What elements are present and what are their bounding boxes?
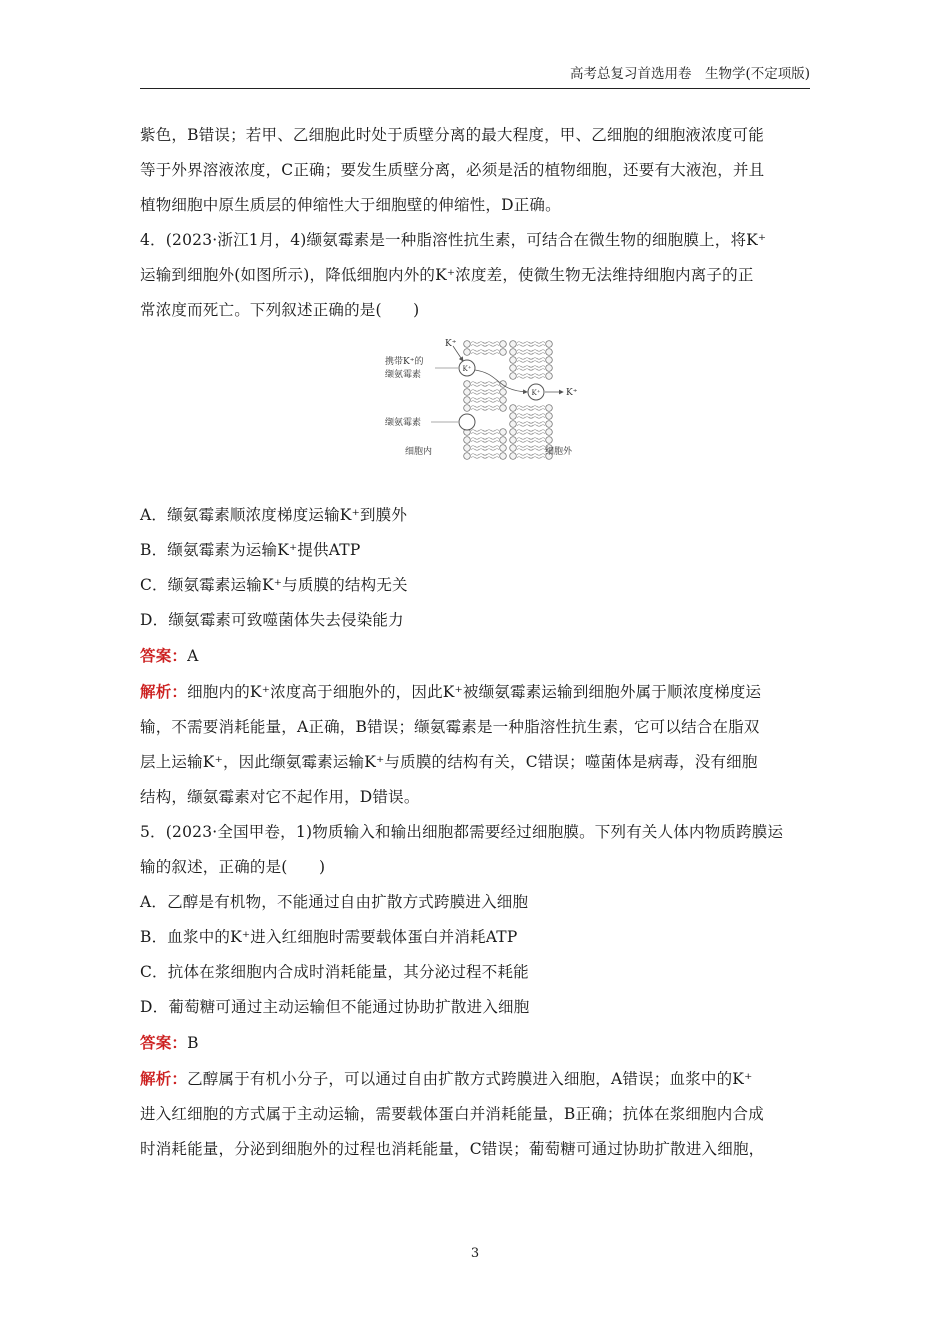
lipid-head [546,413,553,420]
lipid-head [510,349,517,356]
carrier-circle-outer-label: K⁺ [531,389,541,397]
q4-answer-value: A [187,647,199,665]
lipid-tail [529,361,545,363]
lipid-head [510,453,517,460]
lipid-tail [483,401,499,403]
q4-option-d: D．缬氨霉素可致噬菌体失去侵染能力 [140,611,404,629]
q4-answer-label: 答案： [140,646,188,665]
valinomycin-membrane-figure [383,336,583,476]
lipid-tail [483,393,499,395]
lipid-head [546,373,553,380]
q5-option-c: C．抗体在浆细胞内合成时消耗能量，其分泌过程不耗能 [140,963,529,981]
lipid-tail [529,369,545,371]
inside-label: 细胞内 [405,447,433,457]
q4-option-a: A．缬氨霉素顺浓度梯度运输K⁺到膜外 [140,506,408,524]
lipid-tail [529,422,545,424]
lipid-head [510,357,517,364]
lipid-head [500,349,507,356]
lipid-tail [483,350,499,352]
prev-answer-line-1: 紫色，B错误；若甲、乙细胞此时处于质壁分离的最大程度，甲、乙细胞的细胞液浓度可能 [140,126,764,144]
q4-analysis-line-1 [140,674,810,710]
lipid-head [500,429,507,436]
lipid-tail [529,409,545,411]
q5-answer [140,1025,810,1061]
lipid-tail [483,385,499,387]
q5-analysis-line-3: 时消耗能量，分泌到细胞外的过程也消耗能量，C错误；葡萄糖可通过协助扩散进入细胞， [140,1140,765,1158]
q4-stem-line-1: 4．(2023·浙江1月，4)缬氨霉素是一种脂溶性抗生素，可结合在微生物的细胞膜上，将K⁺ [140,231,767,249]
lipid-tail [529,454,545,456]
carrier-label-2: 缬氨霉素 [385,370,422,380]
valinomycin-label: 缬氨霉素 [385,418,422,428]
q4-stem-line-2: 运输到细胞外(如图所示)，降低细胞内外的K⁺浓度差，使微生物无法维持细胞内离子的正 [140,266,754,284]
q5-answer-label: 答案： [140,1033,188,1052]
lipid-tail [483,409,499,411]
lipid-tail [483,398,499,400]
lipid-head [546,341,553,348]
lipid-head [464,397,471,404]
lipid-head [464,381,471,388]
lipid-head [464,341,471,348]
lipid-head [546,357,553,364]
lipid-head [546,421,553,428]
ion-label-top: K⁺ [445,339,457,349]
lipid-head [510,429,517,436]
bilayer-left [464,341,507,460]
ion-label-outside: K⁺ [566,388,578,398]
q4-analysis-text-1: 细胞内的K⁺浓度高于细胞外的，因此K⁺被缬氨霉素运输到细胞外属于顺浓度梯度运 [187,683,762,701]
q5-option-b: B．血浆中的K⁺进入红细胞时需要载体蛋白并消耗ATP [140,928,518,946]
lipid-tail [483,342,499,344]
q5-option-d: D．葡萄糖可通过主动运输但不能通过协助扩散进入细胞 [140,998,530,1016]
lipid-tail [529,377,545,379]
q5-stem-line-1: 5．(2023·全国甲卷，1)物质输入和输出细胞都需要经过细胞膜。下列有关人体内物质跨膜运 [140,823,784,841]
carrier-label-1: 携带K⁺的 [385,357,424,367]
q4-answer [140,638,810,674]
lipid-tail [483,433,499,435]
lipid-tail [529,446,545,448]
lipid-tail [529,433,545,435]
valinomycin-circle [459,414,475,430]
page-header [140,64,810,89]
lipid-tail [529,406,545,408]
lipid-head [500,397,507,404]
lipid-tail [483,449,499,451]
lipid-head [546,437,553,444]
q5-stem-line-2: 输的叙述，正确的是( ) [140,858,326,876]
lipid-head [464,445,471,452]
lipid-head [546,429,553,436]
lipid-tail [483,345,499,347]
lipid-tail [483,353,499,355]
lipid-head [464,389,471,396]
lipid-tail [483,457,499,459]
lipid-tail [483,441,499,443]
lipid-tail [529,358,545,360]
lipid-head [500,437,507,444]
header-title: 高考总复习首选用卷 生物学(不定项版) [569,66,810,82]
page-number: 3 [470,1246,480,1261]
lipid-head [510,445,517,452]
lipid-head [464,349,471,356]
carrier-circle-inner-label: K⁺ [462,365,472,373]
lipid-tail [529,425,545,427]
lipid-head [546,405,553,412]
prev-answer-line-2: 等于外界溶液浓度，C正确；要发生质壁分离，必须是活的植物细胞，还要有大液泡，并且 [140,161,765,179]
lipid-head [500,453,507,460]
lipid-head [500,341,507,348]
lipid-head [510,413,517,420]
page-footer [0,1246,950,1261]
lipid-tail [483,390,499,392]
page-content [140,118,810,1167]
lipid-tail [529,449,545,451]
q5-answer-value: B [187,1034,199,1052]
lipid-tail [529,353,545,355]
q5-analysis-line-1 [140,1061,810,1097]
lipid-tail [529,342,545,344]
lipid-head [500,445,507,452]
lipid-tail [529,441,545,443]
lipid-tail [529,414,545,416]
q5-option-a: A．乙醇是有机物，不能通过自由扩散方式跨膜进入细胞 [140,893,529,911]
lipid-head [500,389,507,396]
lipid-head [510,365,517,372]
q5-analysis-line-2: 进入红细胞的方式属于主动运输，需要载体蛋白并消耗能量，B正确；抗体在浆细胞内合成 [140,1105,764,1123]
q4-analysis-line-4: 结构，缬氨霉素对它不起作用，D错误。 [140,788,420,806]
lipid-head [546,349,553,356]
lipid-tail [483,438,499,440]
lipid-tail [483,430,499,432]
q4-option-c: C．缬氨霉素运输K⁺与质膜的结构无关 [140,576,408,594]
q5-analysis-text-1: 乙醇属于有机小分子，可以通过自由扩散方式跨膜进入细胞，A错误；血浆中的K⁺ [187,1070,753,1088]
prev-answer-line-3: 植物细胞中原生质层的伸缩性大于细胞壁的伸缩性，D正确。 [140,196,561,214]
membrane-diagram [383,336,583,476]
lipid-head [464,437,471,444]
lipid-tail [529,366,545,368]
lipid-head [510,373,517,380]
lipid-head [510,405,517,412]
lipid-tail [529,457,545,459]
lipid-head [510,341,517,348]
lipid-tail [529,345,545,347]
lipid-tail [529,430,545,432]
lipid-head [510,437,517,444]
q4-stem-line-3: 常浓度而死亡。下列叙述正确的是( ) [140,301,420,319]
lipid-tail [529,374,545,376]
lipid-head [510,421,517,428]
lipid-tail [483,446,499,448]
bilayer-right [510,341,553,460]
q4-analysis-line-2: 输，不需要消耗能量，A正确，B错误；缬氨霉素是一种脂溶性抗生素，它可以结合在脂双 [140,718,760,736]
lipid-head [500,405,507,412]
lipid-tail [529,438,545,440]
q4-analysis-line-3: 层上运输K⁺，因此缬氨霉素运输K⁺与质膜的结构有关，C错误；噬菌体是病毒，没有细胞 [140,753,758,771]
lipid-tail [483,454,499,456]
q4-option-b: B．缬氨霉素为运输K⁺提供ATP [140,541,361,559]
outside-label: 细胞外 [545,447,573,457]
q4-analysis-label: 解析： [140,682,188,701]
lipid-tail [529,417,545,419]
lipid-head [464,453,471,460]
q5-analysis-label: 解析： [140,1069,188,1088]
lipid-head [546,365,553,372]
lipid-tail [483,382,499,384]
lipid-tail [483,406,499,408]
lipid-tail [529,350,545,352]
lipid-head [464,405,471,412]
